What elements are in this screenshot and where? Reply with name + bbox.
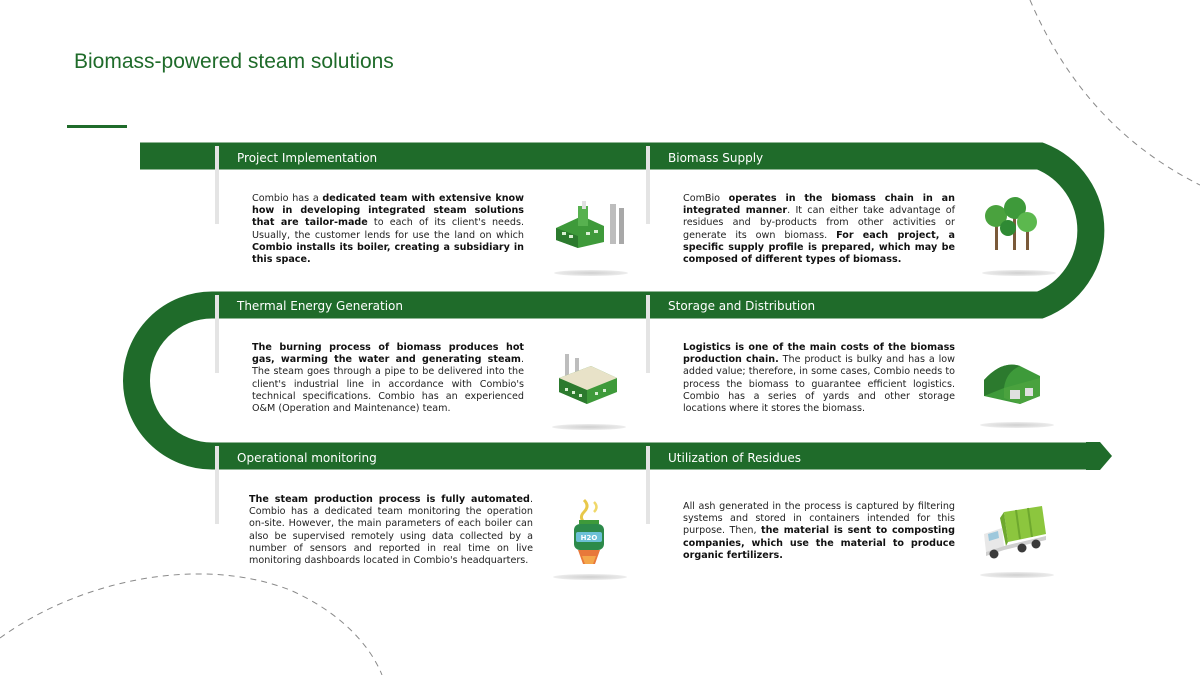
warehouse-icon: [980, 358, 1044, 406]
trees-icon: [982, 196, 1042, 254]
emphasized-text: The burning process of biomass produces hot gas, warming the water and generating steam: [252, 342, 524, 366]
title-underline: [67, 125, 127, 128]
step-divider: [215, 446, 219, 524]
step-description-thermal-energy-generation: [252, 342, 524, 415]
step-divider: [215, 295, 219, 373]
text-run: . It can either take advantage of residues and by-products from other activities or generate its own biomass.: [683, 205, 956, 241]
icon-shadow: [980, 422, 1054, 428]
step-divider: [646, 146, 650, 224]
step-label-storage-and-distribution: Storage and Distribution: [668, 299, 816, 313]
step-label-project-implementation: Project Implementation: [237, 151, 378, 165]
emphasized-text: The steam production process is fully automated: [249, 494, 530, 505]
text-run: . The steam goes through a pipe to be delivered into the client's industrial line in accordance with Combio's technical specifications. Combio has an experienced O&M (Operation and Maintenance) team.: [252, 354, 524, 415]
step-label-thermal-energy-generation: Thermal Energy Generation: [237, 299, 404, 313]
text-run: ComBio: [683, 193, 729, 204]
icon-shadow: [553, 574, 627, 580]
text-run: to each of its client's needs. Usually, the customer lends for use the land on which: [252, 217, 525, 241]
step-label-utilization-of-residues: Utilization of Residues: [668, 451, 801, 465]
icon-shadow: [980, 572, 1054, 578]
garbage-truck-icon: [980, 506, 1050, 560]
step-description-utilization-of-residues: [683, 501, 955, 562]
step-label-operational-monitoring: Operational monitoring: [237, 451, 377, 465]
text-run: All ash generated in the process is captured by filtering systems and stored in containers intended for this purpose. Then,: [683, 501, 955, 537]
icon-shadow: [982, 270, 1056, 276]
emphasized-text: For each project, a specific supply profile is prepared, which may be composed of different types of biomass.: [683, 229, 955, 266]
emphasized-text: Logistics is one of the main costs of the biomass production chain.: [683, 342, 955, 366]
emphasized-text: Combio installs its boiler, creating a subsidiary in this space.: [252, 241, 524, 266]
icon-shadow: [552, 424, 626, 430]
step-label-biomass-supply: Biomass Supply: [668, 151, 764, 165]
tank-label: H2O: [580, 534, 598, 542]
h2o-tank-icon: [564, 498, 614, 568]
emphasized-text: operates in the biomass chain in an integrated manner: [683, 193, 955, 217]
emphasized-text: which use the material to produce organic fertilizers.: [683, 537, 955, 561]
step-divider: [646, 446, 650, 524]
step-description-storage-and-distribution: [683, 342, 955, 415]
dashed-arc-bottom-left: [0, 574, 382, 675]
step-description-project-implementation: [252, 193, 524, 266]
band-arrowhead: [1086, 442, 1112, 470]
step-description-biomass-supply: [683, 193, 955, 266]
step-divider: [215, 146, 219, 224]
emphasized-text: the material is sent to composting companies,: [683, 525, 955, 549]
text-run: The product is bulky and has a low added value; therefore, in some cases, Combio needs to process the biomass to guarantee efficient logistics. Combio has a series of yards and other storage locations where it stores the biomass.: [683, 354, 956, 415]
step-description-operational-monitoring: [249, 494, 533, 567]
industrial-plant-icon: [552, 198, 628, 250]
icon-shadow: [554, 270, 628, 276]
page-title: Biomass-powered steam solutions: [74, 50, 394, 73]
emphasized-text: dedicated team with extensive know how in developing integrated steam solutions that are tailor-made: [252, 193, 524, 229]
text-run: . Combio has a dedicated team monitoring the operation on-site. However, the main parameters of each boiler can also be supervised remotely using data collected by a number of sensors and reported in real time on live monitoring dashboards located in Combio's headquarters.: [249, 494, 533, 567]
step-divider: [646, 295, 650, 373]
factory-icon: [555, 352, 621, 406]
text-run: Combio has a: [252, 193, 323, 204]
